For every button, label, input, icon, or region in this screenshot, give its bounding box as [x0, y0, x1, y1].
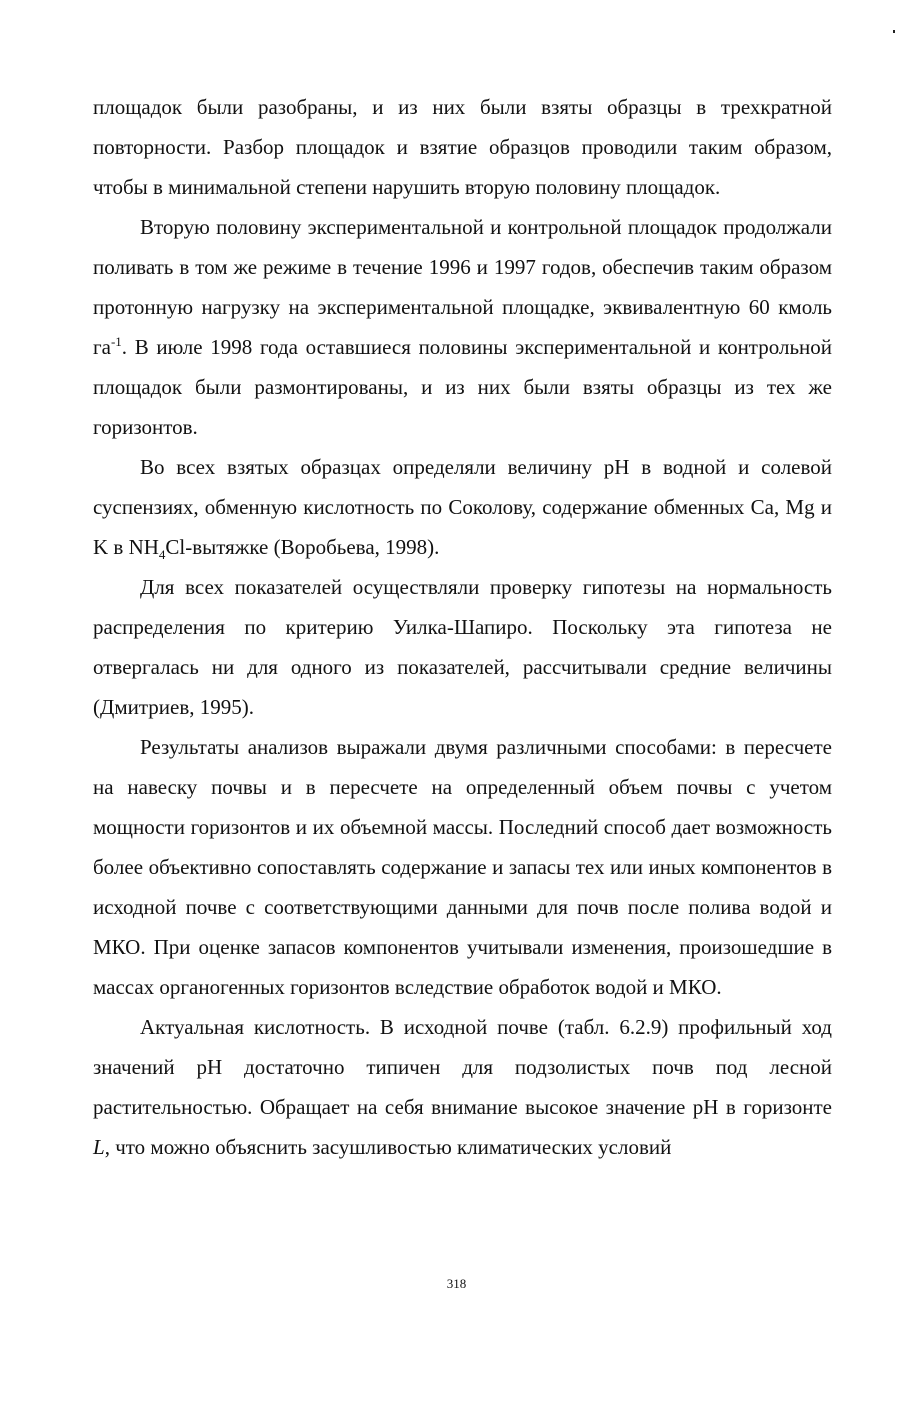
paragraph-2-text-a: Вторую половину экспериментальной и контрольной площадок продолжали поливать в том же режиме в течение 1996 и 1997 годов, обеспечив таким образом протонную нагрузку на экспериментальной площадке, эквивалентную 60 кмоль га [93, 215, 832, 359]
paragraph-2 [93, 207, 832, 447]
paragraph-2-superscript: -1 [110, 334, 122, 349]
paragraph-6-text-b: , что можно объяснить засушливостью климатических условий [104, 1135, 672, 1159]
paragraph-1: площадок были разобраны, и из них были взяты образцы в трехкратной повторности. Разбор площадок и взятие образцов проводили таким образом, чтобы в минимальной степени нарушить вторую половину площадок. [93, 95, 832, 199]
paragraph-3-text-a: Во всех взятых образцах определяли величину pH в водной и солевой суспензиях, обменную кислотность по Соколову, содержание обменных Ca, Mg и K в NH [93, 455, 832, 559]
paragraph-6 [93, 1007, 832, 1167]
paragraph-6-italic: L [93, 1135, 105, 1159]
page-number: 318 [446, 1276, 467, 1291]
paragraph-2-text-b: . В июле 1998 года оставшиеся половины экспериментальной и контрольной площадок были размонтированы, и из них были взяты образцы из тех же горизонтов. [93, 335, 832, 439]
body-text [93, 87, 832, 1167]
paragraph-4: Для всех показателей осуществляли проверку гипотезы на нормальность распределения по критерию Уилка-Шапиро. Поскольку эта гипотеза не отвергалась ни для одного из показателей, рассчитывали средние величины (Дмитриев, 1995). [93, 575, 832, 719]
paragraph-5: Результаты анализов выражали двумя различными способами: в пересчете на навеску почвы и в пересчете на определенный объем почвы с учетом мощности горизонтов и их объемной массы. Последний способ дает возможность более объективно сопоставлять содержание и запасы тех или иных компонентов в исходной почве с соответствующими данными для почв после полива водой и МКО. При оценке запасов компонентов учитывали изменения, произошедшие в массах органогенных горизонтов вследствие обработок водой и МКО. [93, 735, 832, 999]
scan-speck [893, 30, 895, 33]
paragraph-6-text-a: Актуальная кислотность. В исходной почве (табл. 6.2.9) профильный ход значений pH достаточно типичен для подзолистых почв под лесной растительностью. Обращает на себя внимание высокое значение pH в горизонте [93, 1015, 832, 1119]
paragraph-3 [93, 447, 832, 567]
paragraph-3-text-b: Cl-вытяжке (Воробьева, 1998). [165, 535, 440, 559]
paragraph-3-subscript: 4 [158, 547, 166, 563]
